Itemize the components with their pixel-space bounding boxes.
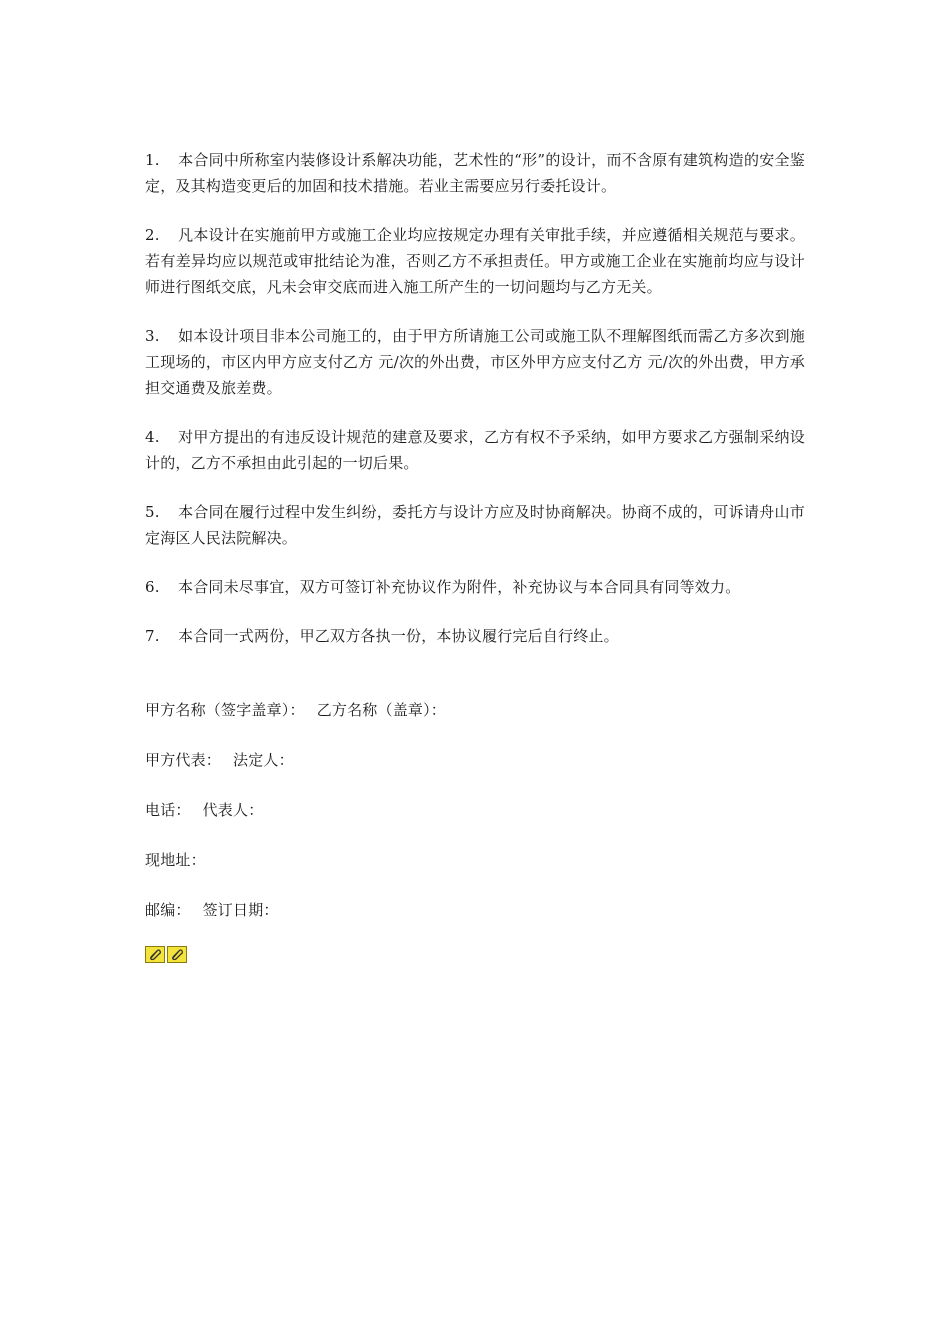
clause-number: 7. (145, 627, 160, 645)
clause-text: 对甲方提出的有违反设计规范的建意及要求，乙方有权不予采纳，如甲方要求乙方强制采纳设计的，乙方不承担由此引起的一切后果。 (145, 428, 805, 472)
clause-number: 5. (145, 503, 160, 521)
clause-list (145, 147, 805, 649)
paperclip-icon[interactable] (145, 946, 165, 963)
clause-text: 如本设计项目非本公司施工的，由于甲方所请施工公司或施工队不理解图纸而需乙方多次到施工现场的，市区内甲方应支付乙方 元/次的外出费，市区外甲方应支付乙方 元/次的外出费，甲方承担交通费及旅差费。 (145, 327, 805, 397)
paperclip-icon[interactable] (167, 946, 187, 963)
clause-text: 本合同中所称室内装修设计系解决功能，艺术性的“形”的设计，而不含原有建筑构造的安全鉴定，及其构造变更后的加固和技术措施。若业主需要应另行委托设计。 (145, 151, 805, 195)
clause-item (145, 147, 805, 199)
address-label: 现地址： (145, 851, 206, 869)
postcode-label: 邮编： (145, 901, 191, 919)
sign-line-postcode (145, 897, 805, 923)
clause-number: 6. (145, 578, 160, 596)
clause-item (145, 323, 805, 401)
clause-number: 2. (145, 226, 160, 244)
clause-item (145, 623, 805, 649)
clause-number: 3. (145, 327, 160, 345)
legal-person-label: 法定人： (233, 751, 294, 769)
attachment-icons (145, 946, 187, 963)
clause-text: 本合同在履行过程中发生纠纷，委托方与设计方应及时协商解决。协商不成的，可诉请舟山市定海区人民法院解决。 (145, 503, 805, 547)
party-a-rep-label: 甲方代表： (145, 751, 222, 769)
representative-label: 代表人： (202, 801, 264, 819)
clause-text: 本合同未尽事宜，双方可签订补充协议作为附件，补充协议与本合同具有同等效力。 (178, 578, 741, 596)
clause-text: 凡本设计在实施前甲方或施工企业均应按规定办理有关审批手续，并应遵循相关规范与要求。若有差异均应以规范或审批结论为准，否则乙方不承担责任。甲方或施工企业在实施前均应与设计师进行图纸交底，凡未会审交底而进入施工所产生的一切问题均与乙方无关。 (145, 226, 805, 296)
signature-block (145, 697, 805, 923)
contract-page (145, 147, 805, 947)
sign-date-label: 签订日期： (202, 901, 279, 919)
phone-label: 电话： (145, 801, 191, 819)
sign-line-phone (145, 797, 805, 823)
clause-number: 1. (145, 151, 160, 169)
clause-item (145, 574, 805, 600)
party-a-name-label: 甲方名称（签字盖章）： (145, 701, 305, 719)
sign-line-reps (145, 747, 805, 773)
clause-item (145, 499, 805, 551)
clause-number: 4. (145, 428, 160, 446)
clause-item (145, 424, 805, 476)
clause-item (145, 222, 805, 300)
party-b-name-label: 乙方名称（盖章）： (316, 701, 447, 719)
sign-line-address (145, 847, 805, 873)
sign-line-names (145, 697, 805, 723)
clause-text: 本合同一式两份，甲乙双方各执一份，本协议履行完后自行终止。 (178, 627, 619, 645)
